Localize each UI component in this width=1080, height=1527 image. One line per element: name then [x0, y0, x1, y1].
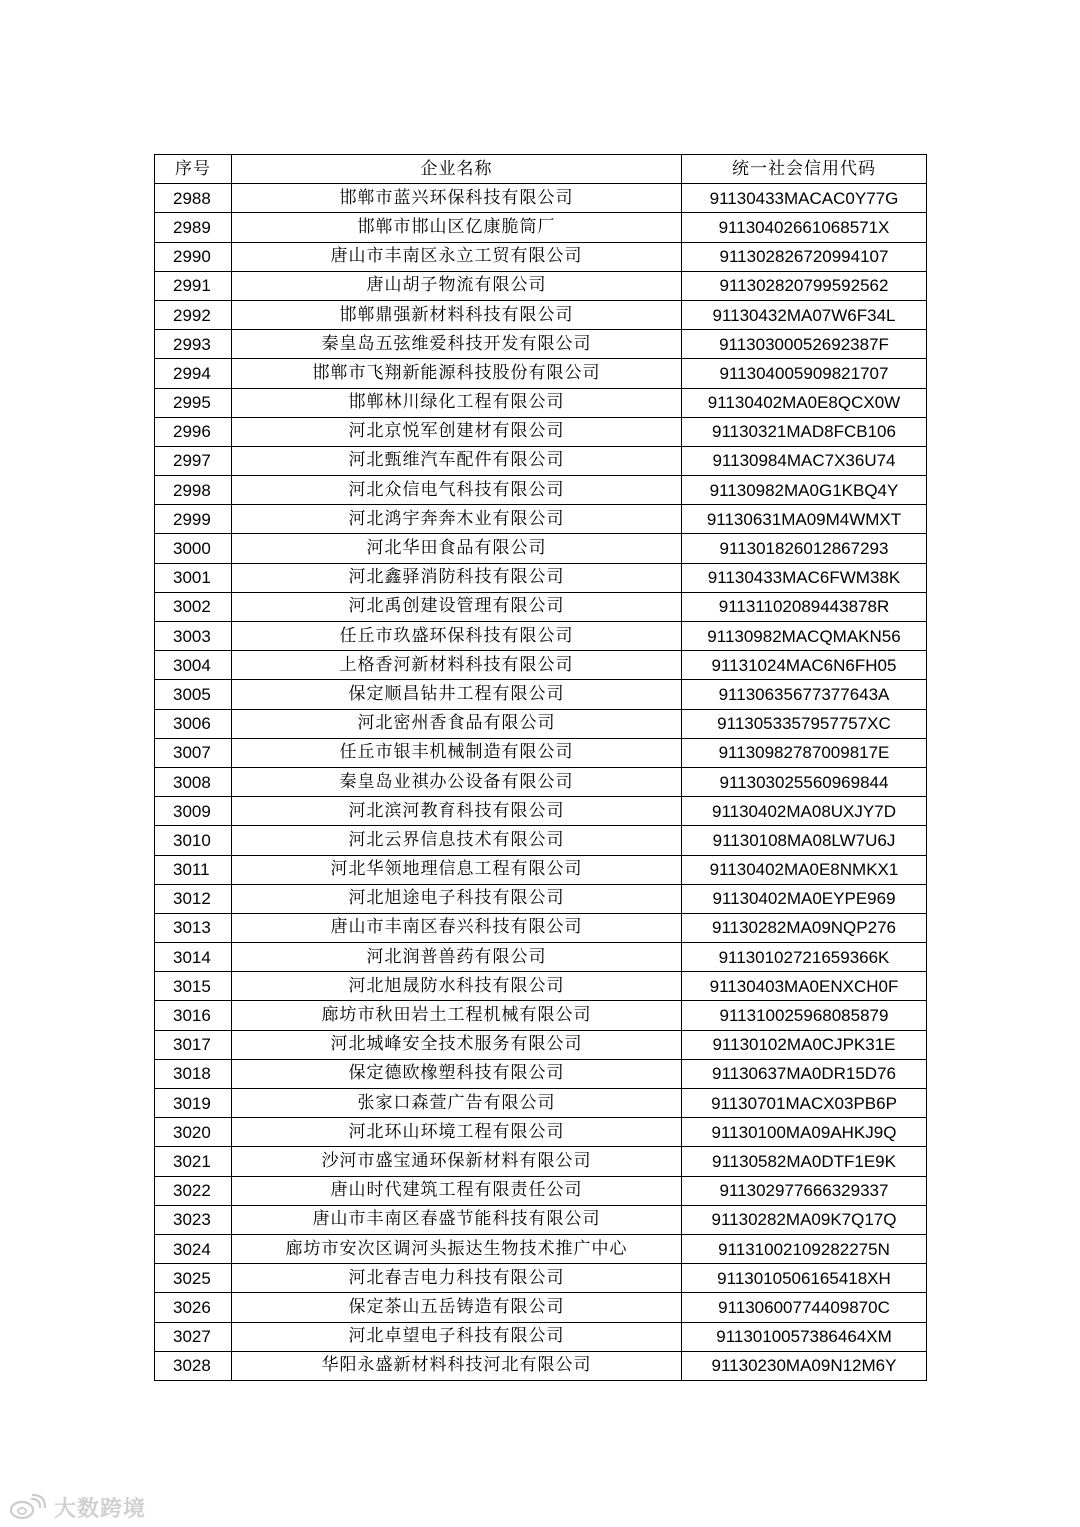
cell-credit-code: 91130282MA09NQP276: [682, 913, 927, 942]
cell-seq: 3003: [155, 622, 232, 651]
cell-credit-code: 911302826720994107: [682, 242, 927, 271]
header-seq: 序号: [155, 155, 232, 184]
table-row: [155, 359, 927, 388]
table-row: [155, 651, 927, 680]
table-row: [155, 1059, 927, 1088]
table-row: [155, 680, 927, 709]
table-row: [155, 213, 927, 242]
table-row: [155, 1205, 927, 1234]
cell-seq: 2991: [155, 271, 232, 300]
cell-credit-code: 91130433MACAC0Y77G: [682, 184, 927, 213]
cell-seq: 3014: [155, 943, 232, 972]
cell-credit-code: 91130402MA08UXJY7D: [682, 797, 927, 826]
cell-company-name: 张家口森萱广告有限公司: [232, 1089, 682, 1118]
cell-seq: 3006: [155, 709, 232, 738]
cell-seq: 3016: [155, 1001, 232, 1030]
cell-company-name: 保定德欧橡塑科技有限公司: [232, 1059, 682, 1088]
table-row: [155, 855, 927, 884]
cell-seq: 3002: [155, 592, 232, 621]
cell-credit-code: 91130402661068571X: [682, 213, 927, 242]
cell-credit-code: 91130982MA0G1KBQ4Y: [682, 476, 927, 505]
cell-seq: 2994: [155, 359, 232, 388]
cell-seq: 3012: [155, 884, 232, 913]
cell-seq: 2990: [155, 242, 232, 271]
cell-company-name: 河北甄维汽车配件有限公司: [232, 446, 682, 475]
cell-company-name: 邯郸市蓝兴环保科技有限公司: [232, 184, 682, 213]
cell-seq: 3019: [155, 1089, 232, 1118]
cell-seq: 2998: [155, 476, 232, 505]
cell-credit-code: 91130321MAD8FCB106: [682, 417, 927, 446]
cell-company-name: 上格香河新材料科技有限公司: [232, 651, 682, 680]
cell-seq: 3017: [155, 1030, 232, 1059]
cell-company-name: 廊坊市安次区调河头振达生物技术推广中心: [232, 1234, 682, 1263]
cell-seq: 2995: [155, 388, 232, 417]
table-header-row: [155, 155, 927, 184]
table-row: [155, 1118, 927, 1147]
table-row: [155, 709, 927, 738]
cell-company-name: 唐山市丰南区春盛节能科技有限公司: [232, 1205, 682, 1234]
cell-company-name: 邯郸鼎强新材料科技有限公司: [232, 300, 682, 329]
table-row: [155, 767, 927, 796]
cell-seq: 2996: [155, 417, 232, 446]
cell-seq: 3018: [155, 1059, 232, 1088]
cell-credit-code: 91130100MA09AHKJ9Q: [682, 1118, 927, 1147]
cell-company-name: 邯郸市飞翔新能源科技股份有限公司: [232, 359, 682, 388]
table-row: [155, 1089, 927, 1118]
cell-credit-code: 91131024MAC6N6FH05: [682, 651, 927, 680]
cell-credit-code: 91131002109282275N: [682, 1234, 927, 1263]
cell-seq: 2997: [155, 446, 232, 475]
cell-credit-code: 91131102089443878R: [682, 592, 927, 621]
table-row: [155, 943, 927, 972]
cell-seq: 3027: [155, 1322, 232, 1351]
cell-company-name: 河北京悦军创建材有限公司: [232, 417, 682, 446]
cell-company-name: 河北滨河教育科技有限公司: [232, 797, 682, 826]
cell-company-name: 河北华田食品有限公司: [232, 534, 682, 563]
cell-company-name: 保定顺昌钻井工程有限公司: [232, 680, 682, 709]
header-credit-code: 统一社会信用代码: [682, 155, 927, 184]
cell-seq: 3010: [155, 826, 232, 855]
cell-seq: 2992: [155, 300, 232, 329]
cell-credit-code: 91130282MA09K7Q17Q: [682, 1205, 927, 1234]
cell-seq: 3020: [155, 1118, 232, 1147]
table-row: [155, 300, 927, 329]
cell-credit-code: 911302820799592562: [682, 271, 927, 300]
cell-credit-code: 911304005909821707: [682, 359, 927, 388]
cell-company-name: 河北鸿宇奔奔木业有限公司: [232, 505, 682, 534]
cell-company-name: 河北众信电气科技有限公司: [232, 476, 682, 505]
table-row: [155, 446, 927, 475]
cell-seq: 3011: [155, 855, 232, 884]
cell-seq: 3004: [155, 651, 232, 680]
enterprise-table: [154, 154, 927, 1381]
cell-credit-code: 9113010057386464XM: [682, 1322, 927, 1351]
cell-company-name: 河北密州香食品有限公司: [232, 709, 682, 738]
table-row: [155, 476, 927, 505]
cell-company-name: 河北春吉电力科技有限公司: [232, 1264, 682, 1293]
table-row: [155, 913, 927, 942]
table-row: [155, 1030, 927, 1059]
table-row: [155, 972, 927, 1001]
cell-seq: 3024: [155, 1234, 232, 1263]
table-row: [155, 1322, 927, 1351]
table-row: [155, 1351, 927, 1380]
watermark: [8, 1492, 146, 1522]
cell-company-name: 河北旭晟防水科技有限公司: [232, 972, 682, 1001]
cell-credit-code: 91130230MA09N12M6Y: [682, 1351, 927, 1380]
cell-credit-code: 91130984MAC7X36U74: [682, 446, 927, 475]
cell-company-name: 秦皇岛业祺办公设备有限公司: [232, 767, 682, 796]
table-row: [155, 271, 927, 300]
cell-company-name: 河北城峰安全技术服务有限公司: [232, 1030, 682, 1059]
cell-credit-code: 91130600774409870C: [682, 1293, 927, 1322]
cell-credit-code: 91130102MA0CJPK31E: [682, 1030, 927, 1059]
cell-company-name: 河北润普兽药有限公司: [232, 943, 682, 972]
cell-credit-code: 91130631MA09M4WMXT: [682, 505, 927, 534]
cell-company-name: 任丘市银丰机械制造有限公司: [232, 738, 682, 767]
table-row: [155, 330, 927, 359]
table-row: [155, 1001, 927, 1030]
cell-credit-code: 9113010506165418XH: [682, 1264, 927, 1293]
cell-credit-code: 91130982787009817E: [682, 738, 927, 767]
cell-credit-code: 91130982MACQMAKN56: [682, 622, 927, 651]
watermark-text: 大数跨境: [54, 1496, 147, 1522]
cell-credit-code: 91130432MA07W6F34L: [682, 300, 927, 329]
table-row: [155, 563, 927, 592]
cell-company-name: 河北环山环境工程有限公司: [232, 1118, 682, 1147]
cell-seq: 3000: [155, 534, 232, 563]
cell-credit-code: 91130102721659366K: [682, 943, 927, 972]
cell-seq: 3028: [155, 1351, 232, 1380]
cell-credit-code: 91130403MA0ENXCH0F: [682, 972, 927, 1001]
cell-company-name: 邯郸林川绿化工程有限公司: [232, 388, 682, 417]
cell-credit-code: 91130402MA0EYPE969: [682, 884, 927, 913]
cell-seq: 3021: [155, 1147, 232, 1176]
table-row: [155, 622, 927, 651]
cell-credit-code: 9113053357957757XC: [682, 709, 927, 738]
cell-credit-code: 91130402MA0E8QCX0W: [682, 388, 927, 417]
table-row: [155, 884, 927, 913]
cell-credit-code: 91130433MAC6FWM38K: [682, 563, 927, 592]
cell-seq: 3013: [155, 913, 232, 942]
header-company-name: 企业名称: [232, 155, 682, 184]
cell-seq: 2988: [155, 184, 232, 213]
cell-company-name: 河北禹创建设管理有限公司: [232, 592, 682, 621]
cell-company-name: 河北华领地理信息工程有限公司: [232, 855, 682, 884]
cell-credit-code: 91130582MA0DTF1E9K: [682, 1147, 927, 1176]
cell-seq: 3007: [155, 738, 232, 767]
cell-seq: 3022: [155, 1176, 232, 1205]
cell-company-name: 邯郸市邯山区亿康脆筒厂: [232, 213, 682, 242]
cell-credit-code: 91130300052692387F: [682, 330, 927, 359]
cell-company-name: 保定茶山五岳铸造有限公司: [232, 1293, 682, 1322]
table-row: [155, 592, 927, 621]
cell-seq: 3005: [155, 680, 232, 709]
cell-seq: 2989: [155, 213, 232, 242]
cell-seq: 3015: [155, 972, 232, 1001]
cell-company-name: 沙河市盛宝通环保新材料有限公司: [232, 1147, 682, 1176]
cell-seq: 3026: [155, 1293, 232, 1322]
cell-company-name: 唐山市丰南区春兴科技有限公司: [232, 913, 682, 942]
cell-seq: 2993: [155, 330, 232, 359]
cell-credit-code: 91130637MA0DR15D76: [682, 1059, 927, 1088]
table-row: [155, 797, 927, 826]
cell-credit-code: 91130402MA0E8NMKX1: [682, 855, 927, 884]
cell-company-name: 唐山时代建筑工程有限责任公司: [232, 1176, 682, 1205]
cell-credit-code: 911303025560969844: [682, 767, 927, 796]
table-row: [155, 417, 927, 446]
cell-seq: 3009: [155, 797, 232, 826]
table-row: [155, 184, 927, 213]
cell-company-name: 河北鑫驿消防科技有限公司: [232, 563, 682, 592]
table-body: [155, 184, 927, 1381]
table-row: [155, 1147, 927, 1176]
cell-seq: 3008: [155, 767, 232, 796]
cell-company-name: 唐山市丰南区永立工贸有限公司: [232, 242, 682, 271]
table-row: [155, 1234, 927, 1263]
cell-company-name: 河北旭途电子科技有限公司: [232, 884, 682, 913]
cell-company-name: 廊坊市秋田岩土工程机械有限公司: [232, 1001, 682, 1030]
table-row: [155, 826, 927, 855]
cell-seq: 3025: [155, 1264, 232, 1293]
cell-company-name: 任丘市玖盛环保科技有限公司: [232, 622, 682, 651]
cell-credit-code: 911310025968085879: [682, 1001, 927, 1030]
table-row: [155, 505, 927, 534]
table-row: [155, 1176, 927, 1205]
cell-company-name: 河北云界信息技术有限公司: [232, 826, 682, 855]
cell-company-name: 唐山胡子物流有限公司: [232, 271, 682, 300]
table-row: [155, 388, 927, 417]
cell-credit-code: 91130108MA08LW7U6J: [682, 826, 927, 855]
cell-credit-code: 911302977666329337: [682, 1176, 927, 1205]
cell-seq: 3023: [155, 1205, 232, 1234]
cell-credit-code: 91130701MACX03PB6P: [682, 1089, 927, 1118]
table-row: [155, 242, 927, 271]
cell-credit-code: 911301826012867293: [682, 534, 927, 563]
cell-company-name: 河北卓望电子科技有限公司: [232, 1322, 682, 1351]
cell-company-name: 华阳永盛新材料科技河北有限公司: [232, 1351, 682, 1380]
cell-credit-code: 91130635677377643A: [682, 680, 927, 709]
table-row: [155, 1293, 927, 1322]
weibo-logo-icon: [8, 1493, 48, 1521]
table-row: [155, 738, 927, 767]
cell-seq: 2999: [155, 505, 232, 534]
cell-company-name: 秦皇岛五弦维爱科技开发有限公司: [232, 330, 682, 359]
table-row: [155, 534, 927, 563]
cell-seq: 3001: [155, 563, 232, 592]
table-row: [155, 1264, 927, 1293]
